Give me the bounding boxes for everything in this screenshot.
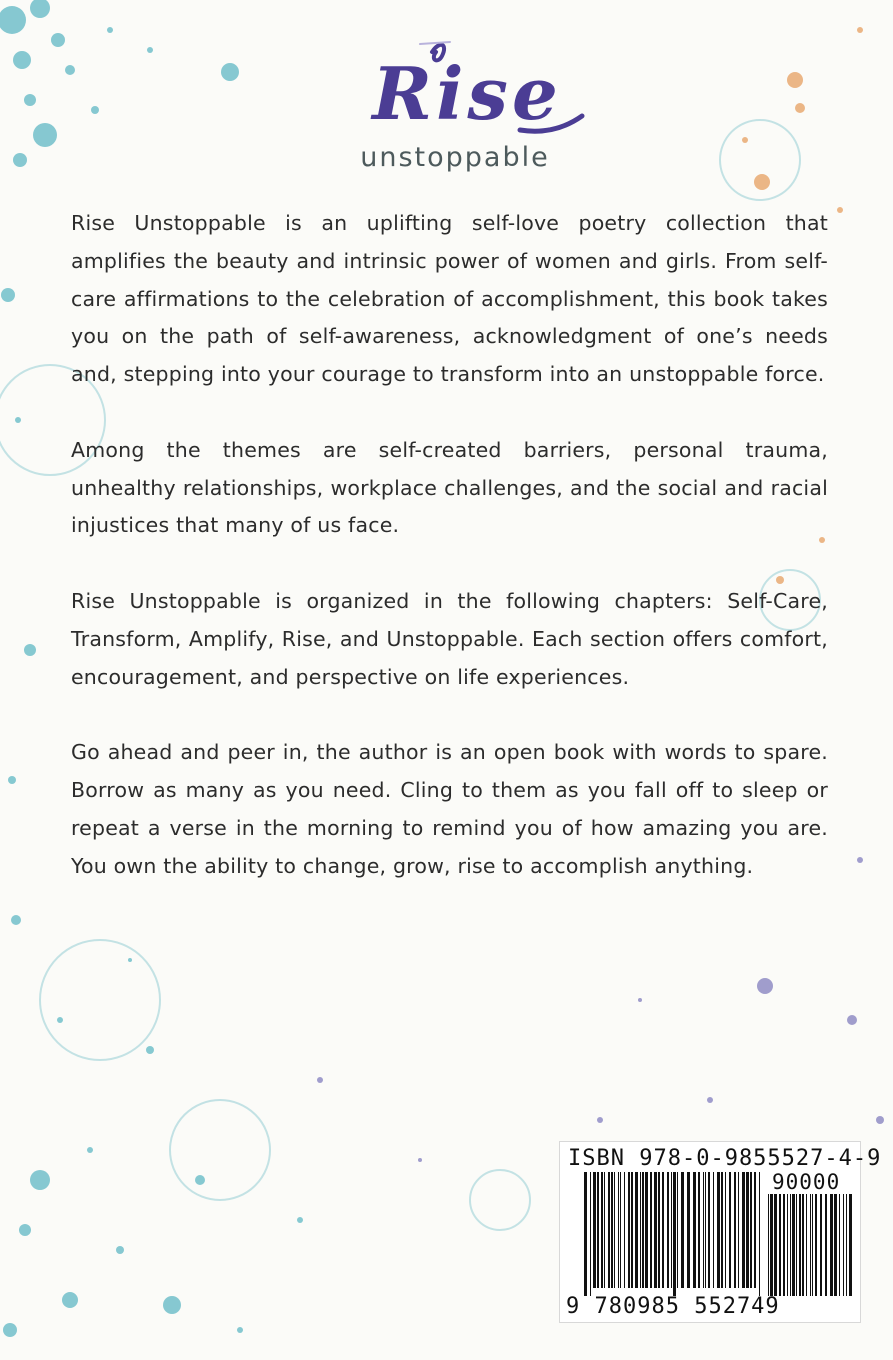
barcode-bar bbox=[604, 1172, 605, 1288]
barcode-bar bbox=[849, 1194, 852, 1296]
addon-barcode-bars bbox=[768, 1194, 852, 1296]
barcode-bar bbox=[618, 1172, 619, 1288]
barcode-bar bbox=[631, 1172, 633, 1288]
barcode-bar bbox=[717, 1172, 720, 1288]
barcode-bar bbox=[839, 1194, 840, 1296]
barcode-bar bbox=[640, 1172, 641, 1288]
barcode-bar bbox=[721, 1172, 723, 1288]
barcode-bar bbox=[620, 1172, 621, 1288]
barcode-bar bbox=[677, 1172, 678, 1288]
description-paragraph: Rise Unstoppable is an uplifting self-love poetry collection that amplifies the beauty and intrinsic power of women and girls. From self-care affirmations to the celebration of accomplishment, this book takes you on the path of self-awareness, acknowledgment of one’s needs and, stepping into your courage to transform into an unstoppable force. bbox=[71, 211, 828, 387]
barcode-bar bbox=[820, 1194, 822, 1296]
barcode-bar bbox=[628, 1172, 630, 1288]
barcode-bar bbox=[779, 1194, 781, 1296]
barcode-bar bbox=[705, 1172, 706, 1288]
isbn-barcode bbox=[559, 1141, 882, 1323]
barcode-bar bbox=[770, 1194, 773, 1296]
barcode-bar bbox=[843, 1194, 844, 1296]
ean-barcode-bars bbox=[584, 1172, 764, 1296]
barcode-bar bbox=[802, 1194, 804, 1296]
barcode-bar bbox=[796, 1194, 797, 1296]
barcode-bar bbox=[673, 1172, 676, 1296]
book-description bbox=[71, 205, 828, 923]
barcode-bar bbox=[698, 1172, 700, 1288]
description-paragraph: Among the themes are self-created barriers, personal trauma, unhealthy relationships, workplace challenges, and the social and racial injustices that many of us face. bbox=[71, 437, 828, 538]
barcode-bar bbox=[650, 1172, 652, 1288]
barcode-bar bbox=[806, 1194, 807, 1296]
description-paragraph: Go ahead and peer in, the author is an open book with words to spare. Borrow as many as you need. Cling to them as you fall off to sleep or repeat a verse in the morning to remind you of how amazing you are. You own the ability to change, grow, rise to accomplish anything. bbox=[71, 740, 828, 878]
barcode-bar bbox=[746, 1172, 749, 1288]
barcode-bar bbox=[693, 1172, 696, 1288]
barcode-bar bbox=[645, 1172, 648, 1288]
barcode-bar bbox=[768, 1194, 769, 1296]
barcode-bar bbox=[742, 1172, 745, 1288]
logo-title: Rise bbox=[372, 51, 562, 136]
barcode-bar bbox=[667, 1172, 669, 1288]
barcode-bar bbox=[825, 1194, 827, 1296]
barcode-bar bbox=[815, 1194, 817, 1296]
barcode-bar bbox=[642, 1172, 644, 1288]
barcode-bar bbox=[799, 1194, 801, 1296]
description-paragraph: Rise Unstoppable is organized in the following chapters: Self-Care, Transform, Amplify, Rise, and Unstoppable. Each section offers comfort, encouragement, and perspective on life experiences. bbox=[71, 588, 828, 689]
barcode-bar bbox=[611, 1172, 613, 1288]
barcode-bar bbox=[834, 1194, 837, 1296]
barcode-bar bbox=[624, 1172, 625, 1288]
barcode-bar bbox=[671, 1172, 672, 1288]
barcode-bar bbox=[754, 1172, 756, 1288]
barcode-bar bbox=[759, 1172, 760, 1296]
barcode-bar bbox=[792, 1194, 795, 1296]
logo-subtitle: unstoppable bbox=[360, 142, 550, 173]
barcode-bar bbox=[597, 1172, 599, 1288]
price-code: 90000 bbox=[772, 1170, 841, 1194]
barcode-bar bbox=[787, 1194, 788, 1296]
barcode-bar bbox=[830, 1194, 833, 1296]
isbn-label: ISBN 978-0-9855527-4-9 bbox=[568, 1146, 882, 1171]
rise-logo bbox=[320, 30, 590, 180]
barcode-bar bbox=[658, 1172, 660, 1288]
barcode-bar bbox=[584, 1172, 587, 1296]
barcode-bar bbox=[593, 1172, 596, 1288]
barcode-bar bbox=[790, 1194, 791, 1296]
barcode-bar bbox=[738, 1172, 739, 1288]
barcode-bar bbox=[635, 1172, 638, 1288]
barcode-bar bbox=[601, 1172, 603, 1288]
barcode-bar bbox=[654, 1172, 657, 1288]
barcode-bar bbox=[708, 1172, 710, 1288]
barcode-bar bbox=[783, 1194, 785, 1296]
barcode-bar bbox=[703, 1172, 704, 1288]
barcode-bar bbox=[713, 1172, 714, 1288]
barcode-bar bbox=[590, 1172, 591, 1296]
barcode-bar bbox=[734, 1172, 736, 1288]
ean-digits: 9 780985 552749 bbox=[566, 1294, 780, 1319]
barcode-bar bbox=[614, 1172, 615, 1288]
barcode-bar bbox=[608, 1172, 610, 1288]
barcode-bar bbox=[812, 1194, 813, 1296]
barcode-bar bbox=[750, 1172, 752, 1288]
barcode-bar bbox=[810, 1194, 811, 1296]
barcode-bar bbox=[725, 1172, 726, 1288]
barcode-bar bbox=[687, 1172, 690, 1288]
barcode-bar bbox=[846, 1194, 847, 1296]
barcode-bar bbox=[681, 1172, 684, 1288]
barcode-bar bbox=[662, 1172, 664, 1288]
barcode-bar bbox=[729, 1172, 731, 1288]
barcode-bar bbox=[774, 1194, 777, 1296]
